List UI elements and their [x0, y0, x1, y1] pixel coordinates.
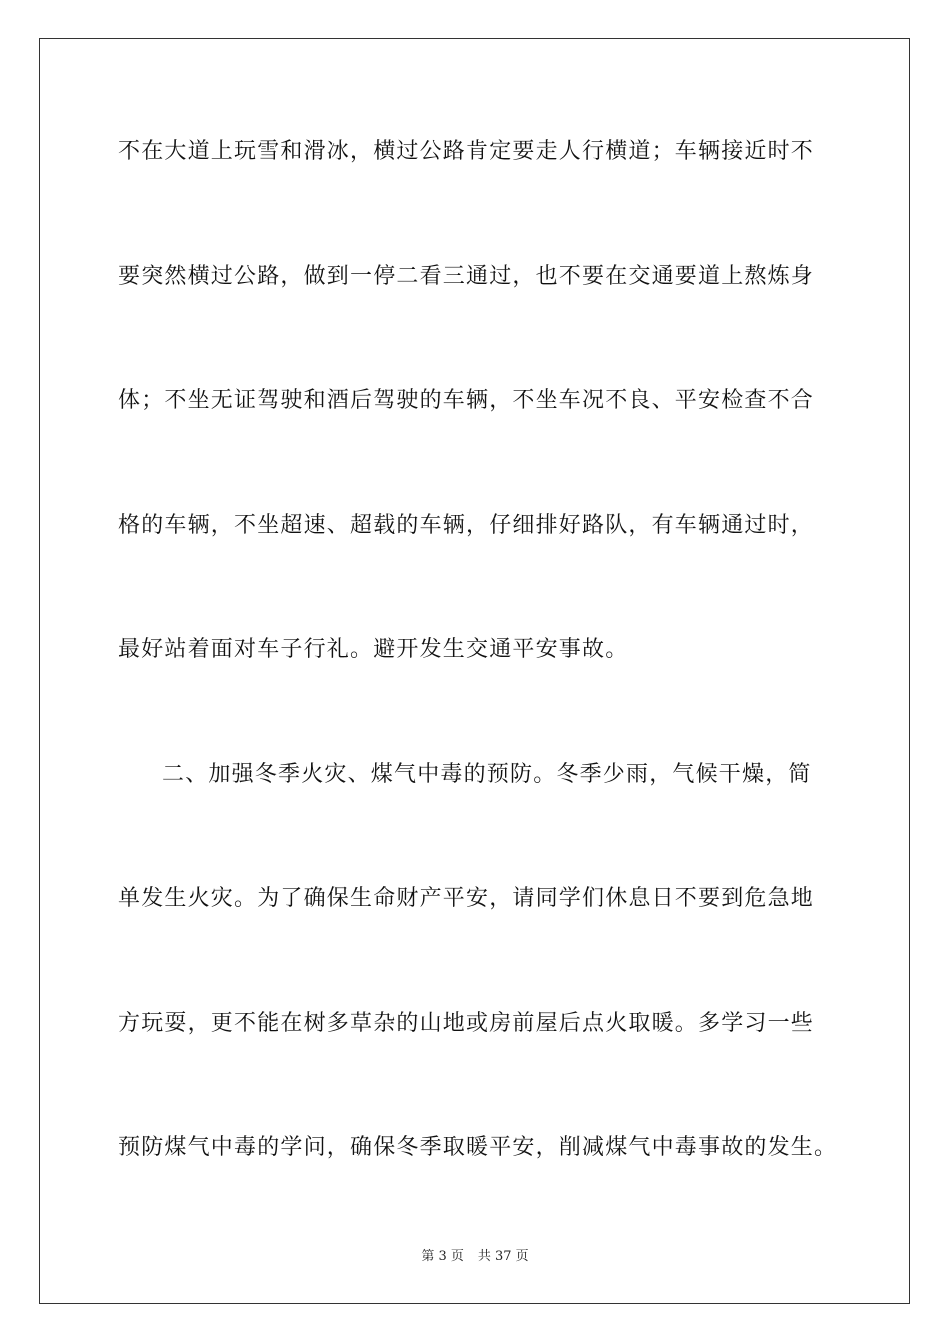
paragraph-start-line: 二、加强冬季火灾、煤气中毒的预防。冬季少雨，气候干燥，简: [162, 762, 812, 787]
body-text-line: 预防煤气中毒的学问，确保冬季取暖平安，削减煤气中毒事故的发生。: [118, 1135, 838, 1160]
page-border: [39, 38, 910, 1304]
body-text-line: 不在大道上玩雪和滑冰，横过公路肯定要走人行横道；车辆接近时不: [118, 139, 815, 164]
body-text-line: 体；不坐无证驾驶和酒后驾驶的车辆，不坐车况不良、平安检查不合: [118, 388, 815, 413]
body-text-line: 格的车辆，不坐超速、超载的车辆，仔细排好路队，有车辆通过时，: [118, 513, 815, 538]
page-number: 第 3 页: [421, 1249, 464, 1264]
total-pages: 共 37 页: [477, 1249, 529, 1264]
body-text-line: 单发生火灾。为了确保生命财产平安，请同学们休息日不要到危急地: [118, 886, 815, 911]
body-text-line: 方玩耍，更不能在树多草杂的山地或房前屋后点火取暖。多学习一些: [118, 1011, 815, 1036]
body-text-line: 最好站着面对车子行礼。避开发生交通平安事故。: [118, 637, 629, 662]
page-footer: [0, 1248, 950, 1266]
body-text-line: 要突然横过公路，做到一停二看三通过，也不要在交通要道上熬炼身: [118, 264, 815, 289]
